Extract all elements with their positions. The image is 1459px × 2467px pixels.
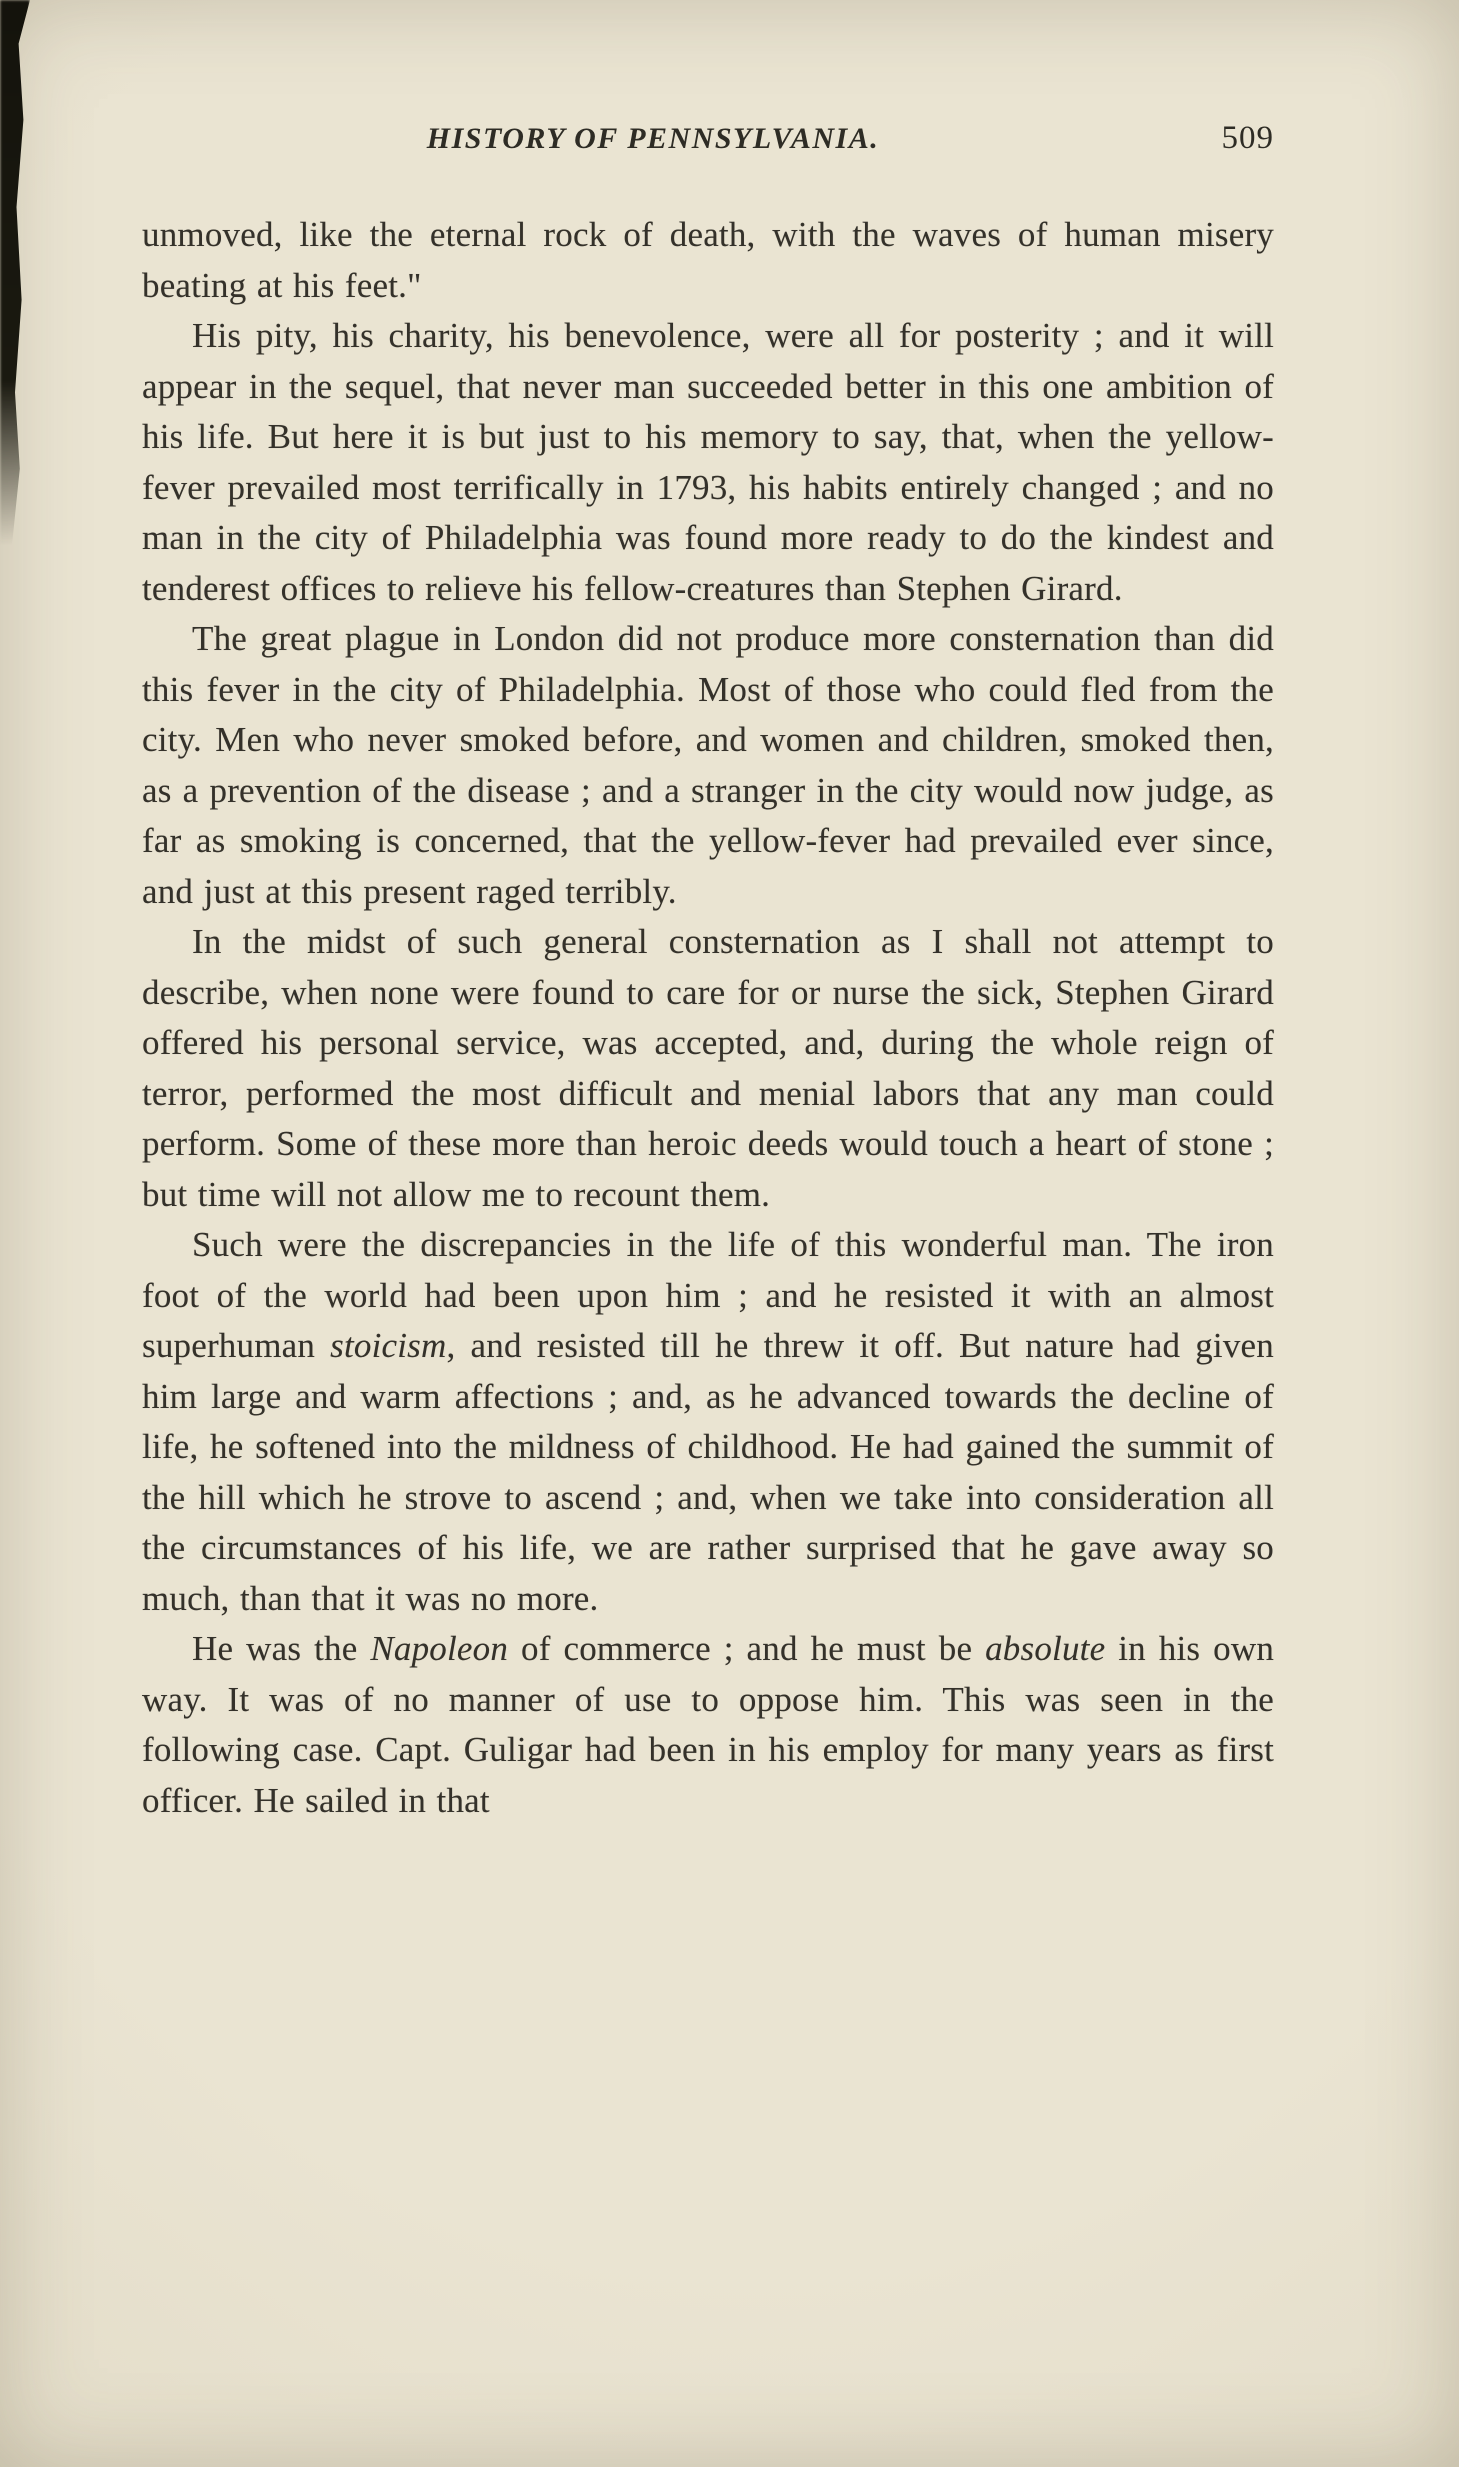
body-text: The great plague in London did not produce more consternation than did this fever in the city of Philadelphia. Most of those who could fled from the city. Men who never smoked before, and women and children, smoked then, as a prevention of the disease ; and a stranger in the city would now judge, as far as smoking is concerned, that the yellow-fever had prevailed ever since, and just at this present raged terribly. [142, 619, 1274, 911]
paragraph [142, 210, 1274, 311]
page-title: HISTORY OF PENNSYLVANIA. [426, 122, 880, 155]
body-text: He was the [192, 1629, 371, 1668]
italic-text: absolute [985, 1629, 1106, 1668]
body-text: of commerce ; and he must be [508, 1629, 986, 1668]
body-text: in his own way. It was of no manner of use to oppose him. This was seen in the following case. Capt. Guligar had been in his employ for many years as first officer. He sailed in that [142, 1629, 1275, 1820]
paragraph [142, 917, 1274, 1220]
text-block [142, 210, 1274, 1826]
running-head [142, 122, 1274, 174]
body-text: , and resisted till he threw it off. But nature had given him large and warm affections ; and, as he advanced towards the decline of life, he softened into the mildness of childhood. He had gained the summit of the hill which he strove to ascend ; and, when we take into consideration all the circumstances of his life, we are rather surprised that he gave away so much, than that it was no more. [142, 1326, 1274, 1618]
paragraph [142, 1220, 1274, 1624]
page-number: 509 [1221, 120, 1274, 156]
body-text: Such were the discrepancies in the life of this wonderful man. The iron foot of the world had been upon him ; and he resisted it with an almost superhuman [142, 1225, 1274, 1365]
scan-edge-artifact [0, 0, 30, 545]
italic-text: stoicism [330, 1326, 447, 1365]
paragraph [142, 311, 1274, 614]
paragraph [142, 1624, 1274, 1826]
paragraph [142, 614, 1274, 917]
body-text: His pity, his charity, his benevolence, were all for posterity ; and it will appear in the sequel, that never man succeeded better in this one ambition of his life. But here it is but just to his memory to say, that, when the yellow-fever prevailed most terrifically in 1793, his habits entirely changed ; and no man in the city of Philadelphia was found more ready to do the kindest and tenderest offices to relieve his fellow-creatures than Stephen Girard. [142, 316, 1274, 608]
italic-text: Napoleon [370, 1629, 509, 1668]
body-text: unmoved, like the eternal rock of death, with the waves of human misery beating at his feet." [142, 215, 1274, 305]
body-text: In the midst of such general consternation as I shall not attempt to describe, when none were found to care for or nurse the sick, Stephen Girard offered his personal service, was accepted, and, during the whole reign of terror, performed the most difficult and menial labors that any man could perform. Some of these more than heroic deeds would touch a heart of stone ; but time will not allow me to recount them. [142, 922, 1274, 1214]
page-content [142, 122, 1274, 1826]
